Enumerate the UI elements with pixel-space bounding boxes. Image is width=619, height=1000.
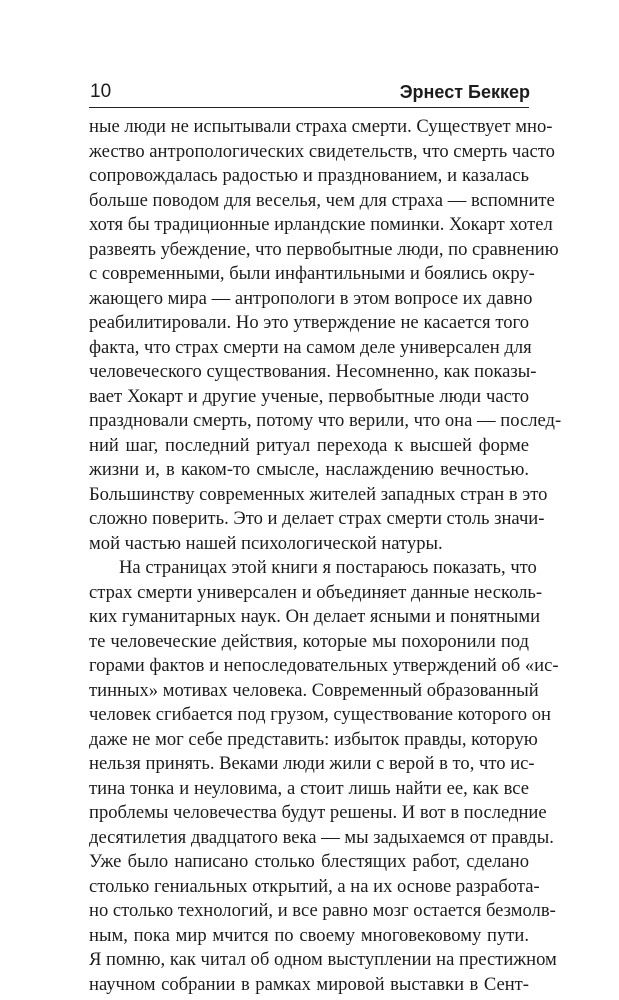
text-line: сложно поверить. Это и делает страх смерти столь значи- xyxy=(89,508,545,529)
text-line: реабилитировали. Но это утверждение не касается того xyxy=(89,312,529,333)
page-number: 10 xyxy=(90,81,112,102)
text-line: мой частью нашей психологической натуры. xyxy=(89,532,443,554)
text-line: проблемы человечества будут решены. И вот в последние xyxy=(89,802,547,823)
text-line: ких гуманитарных наук. Он делает ясными и понятными xyxy=(89,606,541,627)
text-line: Уже было написано столько блестящих работ, сделано xyxy=(89,851,529,872)
text-line: хотя бы традиционные ирландские поминки. Хокарт хотел xyxy=(89,214,553,235)
text-line: даже не мог себе представить: избыток правды, которую xyxy=(89,728,538,750)
text-line: те человеческие действия, которые мы похоронили под xyxy=(89,630,529,652)
text-line: праздновали смерть, потому что верили, что она — послед- xyxy=(89,410,562,431)
text-line: тинных» мотивах человека. Современный образованный xyxy=(89,679,539,701)
body-text xyxy=(89,115,562,997)
text-line: ний шаг, последний ритуал перехода к высшей форме xyxy=(89,434,529,456)
text-line: столько гениальных открытий, а на их основе разработа- xyxy=(89,875,540,897)
text-line: сопровождалась радостью и празднованием, и казалась xyxy=(89,165,529,186)
text-line: факта, что страх смерти на самом деле универсален для xyxy=(89,336,532,358)
running-head-author: Эрнест Беккер xyxy=(399,82,530,102)
text-line: жающего мира — антропологи в этом вопросе их давно xyxy=(89,287,533,309)
text-line: тина тонка и неуловима, а стоит лишь найти ее, как все xyxy=(89,777,529,799)
text-line: На страницах этой книги я постараюсь показать, что xyxy=(119,557,537,578)
text-line: но столько технологий, и все равно мозг остается безмолв- xyxy=(89,900,556,921)
text-line: Большинству современных жителей западных стран в это xyxy=(89,483,548,505)
text-line: страх смерти универсален и объединяет данные несколь- xyxy=(89,581,543,603)
text-line: человек сгибается под грузом, существование которого он xyxy=(89,704,551,725)
text-line: научном собрании в рамках мировой выставки в Сент- xyxy=(89,973,529,995)
text-line: больше поводом для веселья, чем для страха — вспомните xyxy=(89,189,555,211)
text-line: Я помню, как читал об одном выступлении на престижном xyxy=(89,949,557,970)
text-line: нельзя принять. Веками люди жили с верой в то, что ис- xyxy=(89,753,535,774)
text-line: с современными, были инфантильными и боялись окру- xyxy=(89,263,535,284)
text-line: жизни и, в каком-то смысле, наслаждению вечностью. xyxy=(89,459,529,480)
text-line: горами фактов и непоследовательных утверждений об «ис- xyxy=(89,655,559,676)
text-line: ным, пока мир мчится по своему многовековому пути. xyxy=(89,924,529,946)
header-rule xyxy=(89,107,529,108)
text-line: жество антропологических свидетельств, что смерть часто xyxy=(89,140,555,162)
text-line: ные люди не испытывали страха смерти. Существует мно- xyxy=(89,116,553,137)
text-line: вает Хокарт и другие ученые, первобытные люди часто xyxy=(89,385,529,407)
text-line: десятилетия двадцатого века — мы задыхаемся от правды. xyxy=(89,826,554,848)
text-line: человеческого существования. Несомненно, как показы- xyxy=(89,361,537,382)
text-line: развеять убеждение, что первобытные люди, по сравнению xyxy=(89,238,559,260)
